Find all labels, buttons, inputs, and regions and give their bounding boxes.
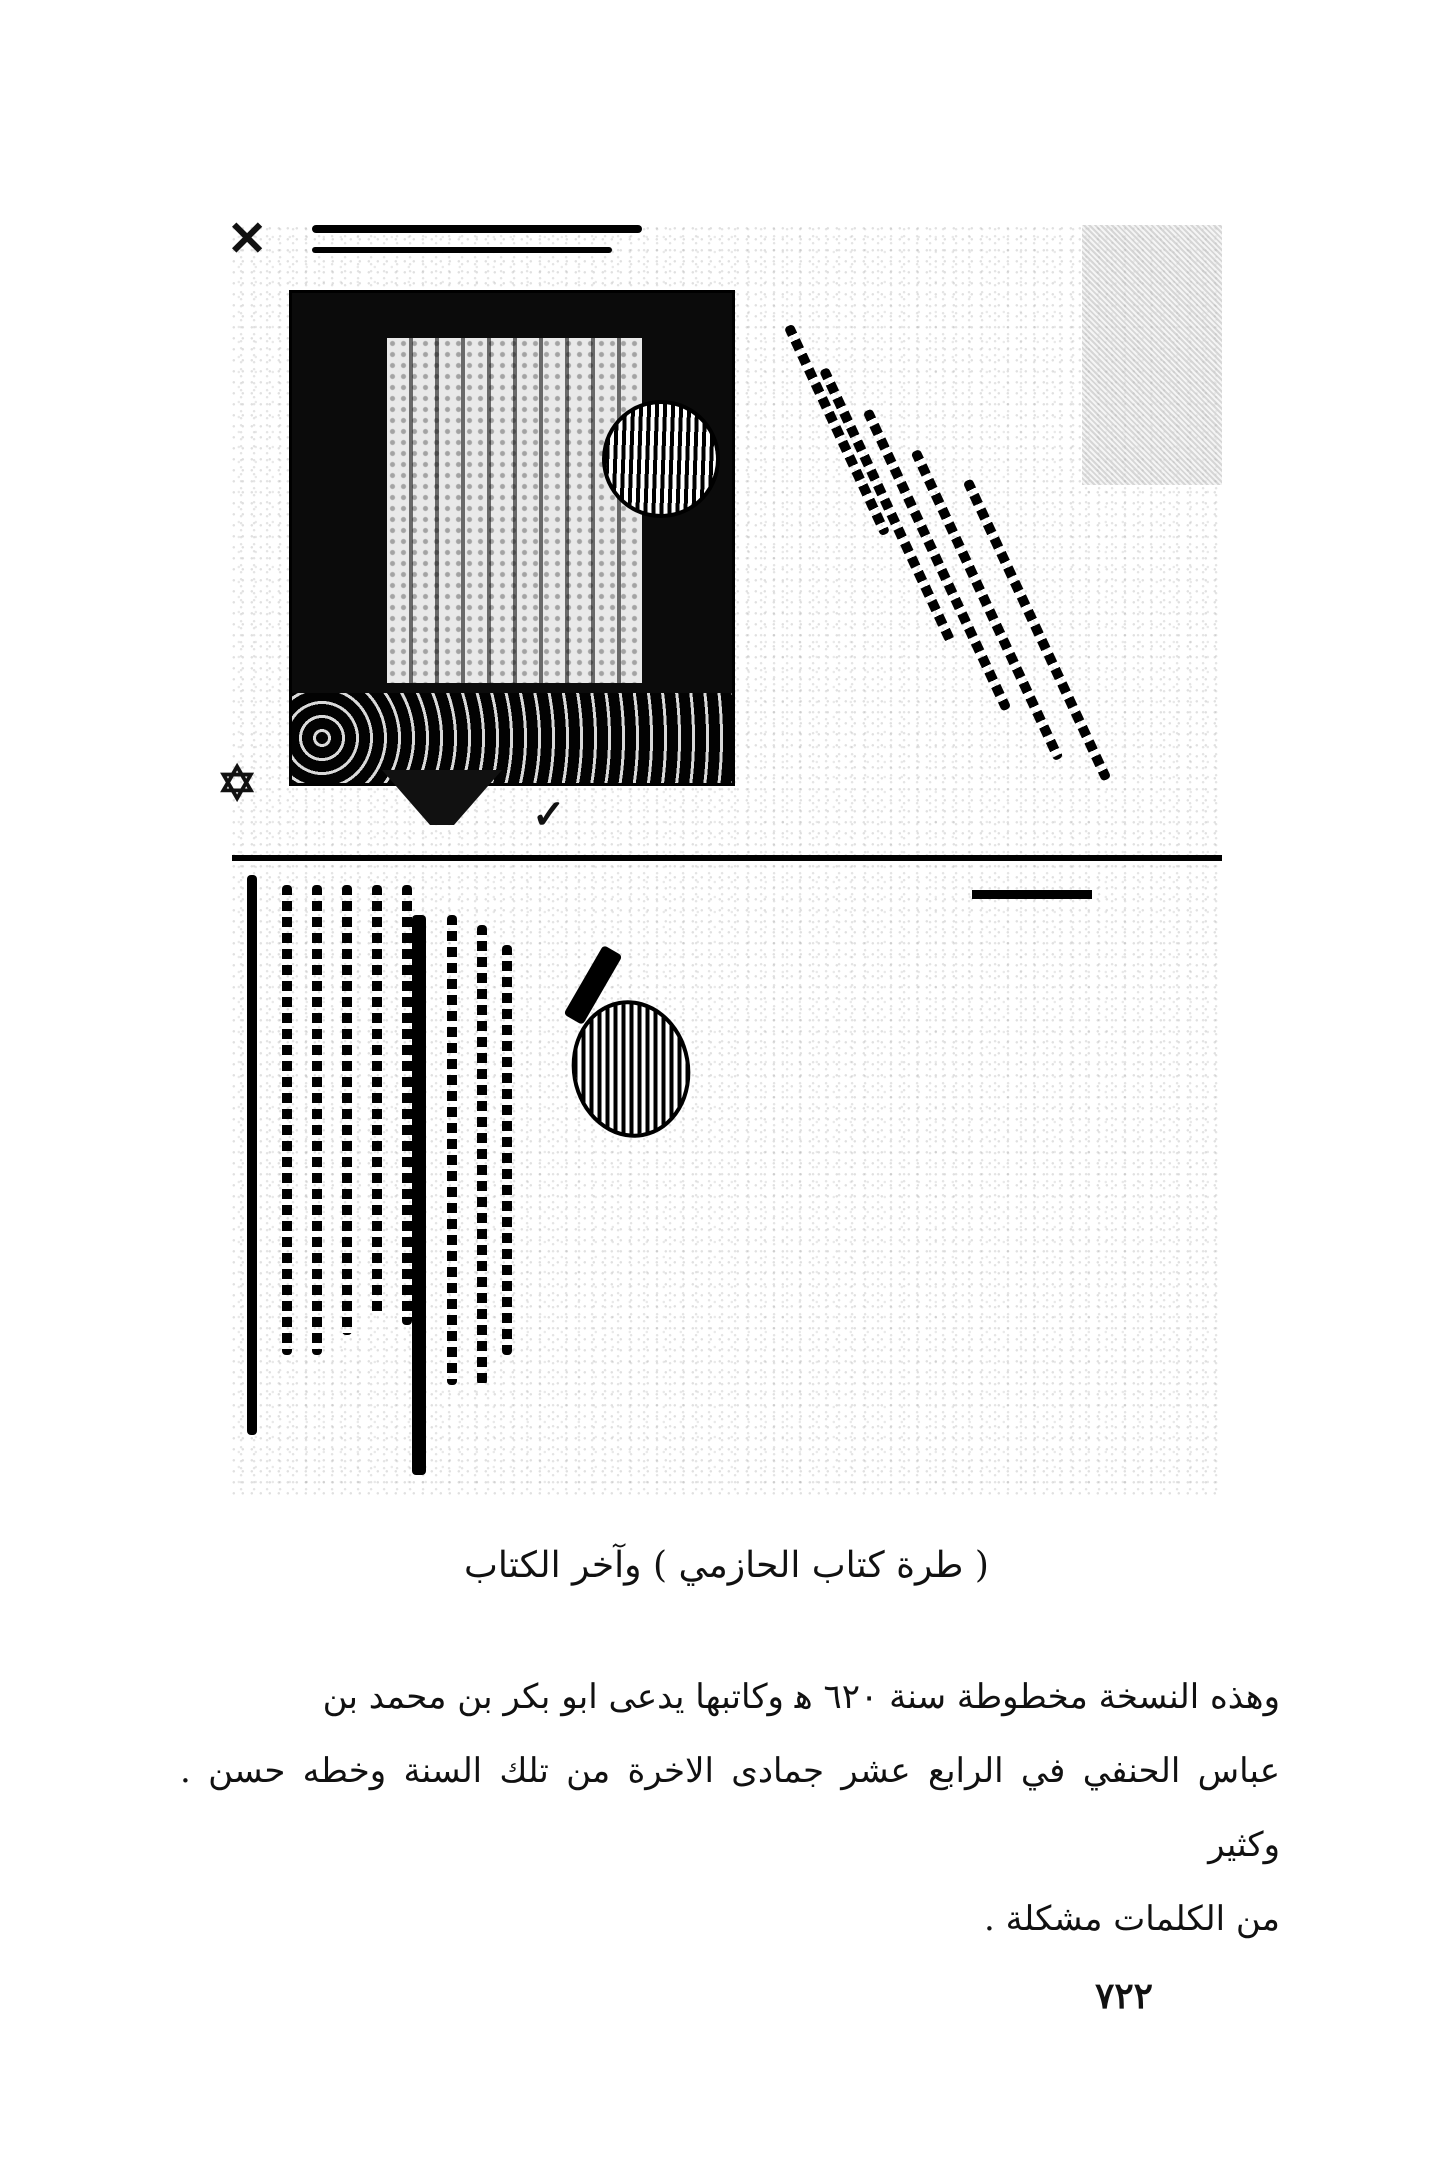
header-note-line (312, 225, 642, 233)
body-paragraph (180, 1660, 1280, 1956)
figure-caption: ( طرة كتاب الحازمي ) وآخر الكتاب (464, 1545, 989, 1586)
header-note-line (312, 247, 612, 253)
page-number: ٧٢٢ (1095, 1975, 1154, 2017)
colophon-line (312, 885, 322, 1355)
colophon-line (372, 885, 382, 1315)
colophon-heading (412, 915, 426, 1475)
colophon-line (402, 885, 412, 1325)
body-line: وهذه النسخة مخطوطة سنة ٦٢٠ ﻫ وكاتبها يدعى ابو بكر بن محمد بن (322, 1677, 1280, 1717)
cross-mark-icon: ✕ (227, 211, 268, 267)
ornamental-band (292, 693, 732, 783)
colophon-line (342, 885, 352, 1335)
check-mark-icon: ✓ (532, 791, 566, 838)
colophon-line (247, 875, 257, 1435)
title-frame (289, 290, 735, 786)
manuscript-plate (217, 211, 1222, 1495)
colophon-line (282, 885, 292, 1355)
body-line: عباس الحنفي في الرابع عشر جمادى الاخرة من تلك السنة وخطه حسن . وكثير (180, 1751, 1280, 1865)
colophon-line (502, 945, 512, 1355)
body-line: من الكلمات مشكلة . (984, 1899, 1280, 1939)
colophon-line (447, 915, 457, 1385)
ink-stroke (972, 890, 1092, 899)
stained-corner (1082, 225, 1222, 485)
page-divider (232, 855, 1222, 861)
title-panel (387, 338, 642, 683)
colophon-line (477, 925, 487, 1385)
star-mark-icon: ✡ (217, 756, 258, 812)
